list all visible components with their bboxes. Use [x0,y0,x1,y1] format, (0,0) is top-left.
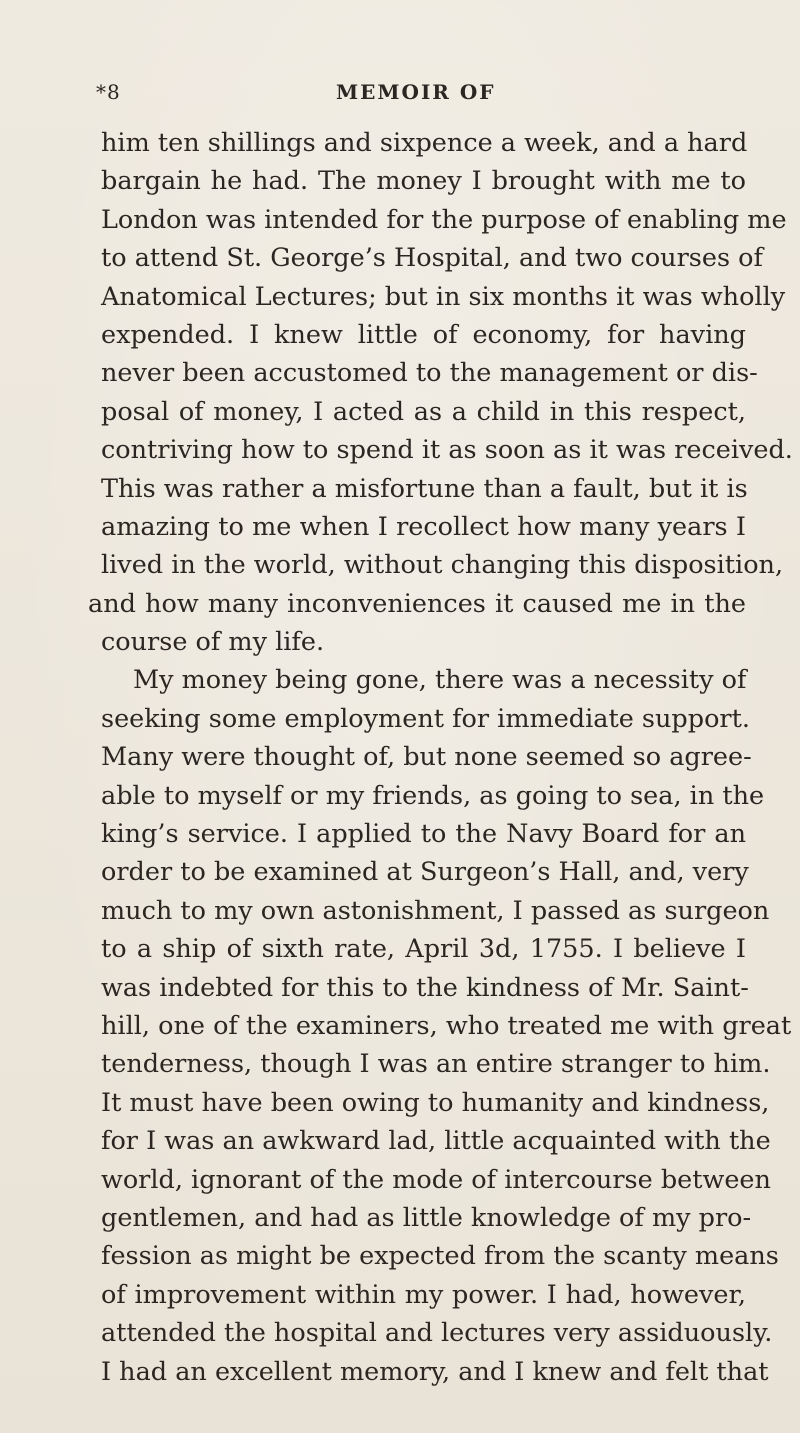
text-line: bargain he had. The money I brought with me to [101,166,746,197]
text-line: him ten shillings and sixpence a week, and a hard [101,128,748,158]
paragraph-2 [101,661,792,1390]
text-line: king’s service. I applied to the Navy Board for an [101,819,746,850]
text-line: order to be examined at Surgeon’s Hall, and, very [101,857,749,888]
text-line: able to myself or my friends, as going to sea, in the [101,780,765,811]
page-number: *8 [96,80,121,104]
page-header [0,80,800,110]
text-line: contriving how to spend it as soon as it was received. [101,435,793,466]
text-line: of improvement within my power. I had, however, [101,1279,746,1310]
text-line: world, ignorant of the mode of intercourse between [101,1164,771,1195]
text-line: fession as might be expected from the scanty means [101,1241,779,1272]
text-line: course of my life. [101,627,325,658]
text-line: hill, one of the examiners, who treated me with great [101,1010,792,1041]
text-line: was indebted for this to the kindness of Mr. Saint- [101,972,749,1003]
text-line: tenderness, though I was an entire stranger to him. [101,1049,771,1080]
text-line: My money being gone, there was a necessity of [133,665,747,696]
text-line: much to my own astonishment, I passed as surgeon [101,895,770,926]
text-line: seeking some employment for immediate support. [101,703,750,734]
text-line: Anatomical Lectures; but in six months it was wholly [101,281,786,312]
text-line: for I was an awkward lad, little acquainted with the [101,1126,771,1157]
text-line: gentlemen, and had as little knowledge of my pro- [101,1202,752,1233]
paragraph-1 [88,124,793,661]
text-line: I had an excellent memory, and I knew and felt that [101,1356,769,1387]
body-text [88,124,793,1391]
text-line: It must have been owing to humanity and kindness, [101,1087,770,1118]
text-line: lived in the world, without changing this disposition, [101,550,784,581]
text-line: and how many inconveniences it caused me in the [88,588,746,619]
text-line: posal of money, I acted as a child in this respect, [101,396,746,427]
text-line: amazing to me when I recollect how many years I [101,511,746,542]
text-line: Many were thought of, but none seemed so agree- [101,742,752,773]
text-line: London was intended for the purpose of enabling me [101,204,787,235]
text-line: This was rather a misfortune than a fault, but it is [101,473,748,504]
text-line: expended. I knew little of economy, for having [101,319,746,350]
text-line: attended the hospital and lectures very assiduously. [101,1318,773,1349]
text-line: to a ship of sixth rate, April 3d, 1755. I believe I [101,934,746,965]
text-line: never been accustomed to the management or dis- [101,358,758,389]
running-head: MEMOIR OF [336,80,496,104]
text-line: to attend St. George’s Hospital, and two courses of [101,243,763,274]
